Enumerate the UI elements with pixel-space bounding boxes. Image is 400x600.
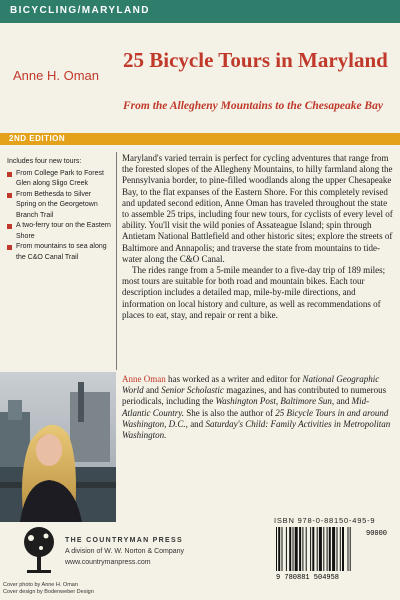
isbn-text: ISBN 978-0-88150-495-9 [274, 516, 376, 525]
barcode-bar [302, 527, 303, 571]
new-tours-list [7, 169, 113, 264]
barcode-bar [327, 527, 328, 571]
barcode-bar [332, 527, 335, 571]
description-paragraph: Maryland's varied terrain is perfect for cycling adventures that range from the forested slopes of the Allegheny Mountains, to hilly farmland along the Pennsylvania border, to pine-filled woodlands along the upper Chesapeake Bay, to the flat expanses of the Eastern Shore. For this completely revised and updated second edition, Anne Oman has traveled throughout the state to assemble 25 trips, including four new tours, for cyclists of every level of ability. You'll visit the wild ponies of Assateague Island; spin through Antietam National Battlefield and other historic sites; explore the streets of Baltimore and Annapolis; and traverse the state from mountains to tide-water along the C&O Canal. [122, 153, 393, 264]
square-bullet-icon [7, 193, 12, 198]
barcode-bar [337, 527, 338, 571]
barcode-bar [312, 527, 314, 571]
ean-number: 9 780881 504958 [276, 574, 340, 581]
barcode-bar [329, 527, 331, 571]
edition-label: 2ND EDITION [9, 134, 66, 143]
list-item: From mountains to sea along the C&O Canal Trail [7, 242, 113, 263]
description-text [122, 153, 394, 321]
author-photo [0, 372, 116, 522]
sidebar-intro: Includes four new tours: [7, 158, 82, 165]
barcode-bar [289, 527, 291, 571]
author-bio: Anne Oman has worked as a writer and editor for National Geographic World and Senior Scholastic magazines, and has contributed to numerous periodicals, including the Washington Post, Baltimore Sun, and Mid-Atlantic Country. She is also the author of 25 Bicycle Tours in and around Washington, D.C., and Saturday's Child: Family Activities in Metropolitan Washington. [122, 374, 391, 441]
barcode-bar [323, 527, 324, 571]
design-credit: Cover design by Bodenweber Design [3, 589, 94, 595]
publisher-division: A division of W. W. Norton & Company [65, 548, 185, 555]
list-item: From College Park to Forest Glen along Sligo Creek [7, 169, 113, 190]
description-paragraph: The rides range from a 5-mile meander to a five-day trip of 189 miles; most tours are suitable for both road and mountain bikes. Each tour description includes a detailed map, mile-by-mile directions, and information on local history and culture, as well as recommendations of places to eat, stay, and repair or rent a bike. [122, 265, 386, 320]
book-title: 25 Bicycle Tours in Maryland [123, 48, 388, 72]
square-bullet-icon [7, 172, 12, 177]
barcode-bar [319, 527, 322, 571]
tree-logo-icon [21, 526, 57, 578]
author-name: Anne H. Oman [13, 68, 99, 83]
barcode-bar [310, 527, 311, 571]
edition-bar [0, 133, 400, 145]
barcode-bar [293, 527, 294, 571]
list-item: From Bethesda to Silver Spring on the Georgetown Branch Trail [7, 190, 113, 222]
barcode-bar [348, 527, 349, 571]
list-item: A two-ferry tour on the Eastern Shore [7, 221, 113, 242]
bio-author-name: Anne Oman [122, 374, 166, 384]
barcode-bar [317, 527, 318, 571]
barcode-bar [276, 527, 277, 571]
barcode-bars [274, 527, 394, 581]
isbn-barcode [274, 516, 394, 592]
book-subtitle: From the Allegheny Mountains to the Chesapeake Bay [123, 100, 383, 112]
category-label: BICYCLING/MARYLAND [10, 5, 150, 16]
publisher-block [65, 535, 184, 568]
square-bullet-icon [7, 245, 12, 250]
barcode-bar [342, 527, 344, 571]
publisher-url: www.countrymanpress.com [65, 559, 151, 566]
square-bullet-icon [7, 224, 12, 229]
cover-credits [3, 582, 94, 596]
barcode-bar [282, 527, 283, 571]
barcode-bar [340, 527, 341, 571]
barcode-bar [350, 527, 351, 571]
barcode-bar [306, 527, 307, 571]
barcode-bar [295, 527, 298, 571]
price-code: 90000 [366, 530, 388, 538]
publisher-name: THE COUNTRYMAN PRESS [65, 537, 183, 544]
column-divider [116, 152, 117, 370]
category-bar [0, 0, 400, 23]
photo-credit: Cover photo by Anne H. Oman [3, 582, 78, 588]
barcode-bar [278, 527, 280, 571]
barcode-bar [299, 527, 301, 571]
new-tours-sidebar [7, 157, 113, 263]
barcode-bar [286, 527, 287, 571]
